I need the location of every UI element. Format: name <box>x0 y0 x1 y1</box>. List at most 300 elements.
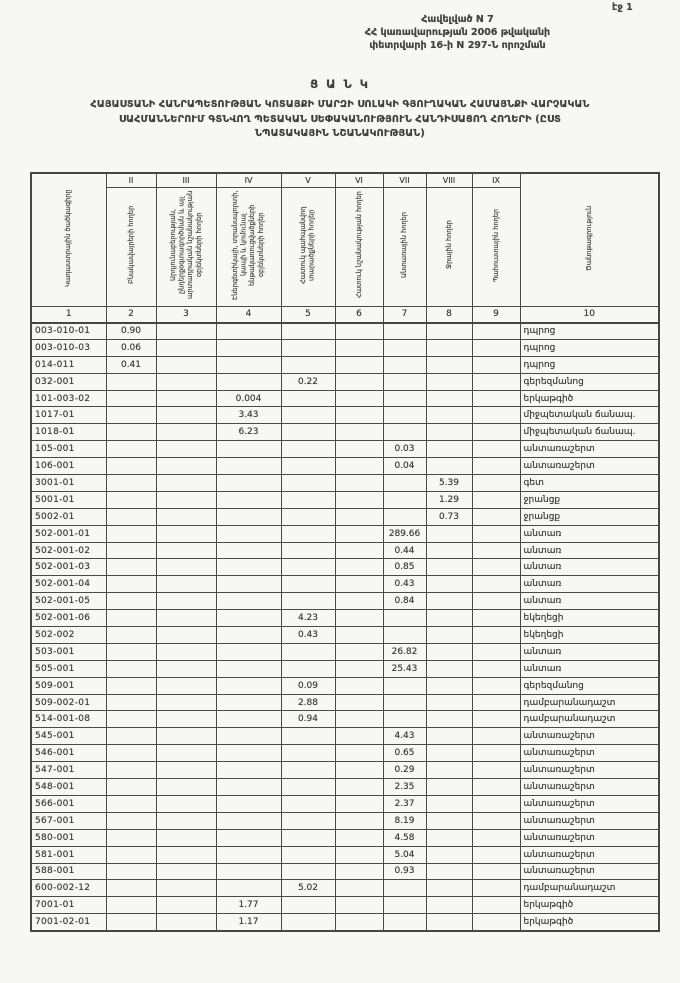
area-value-cell-c5 <box>281 475 335 492</box>
area-value-cell-c5: 0.22 <box>281 373 335 390</box>
area-value-cell-c3 <box>156 627 216 644</box>
area-value-cell-c6 <box>335 441 383 458</box>
table-row <box>31 779 659 796</box>
area-value-cell-c5 <box>281 897 335 914</box>
area-value-cell-c2 <box>106 728 156 745</box>
area-value-cell-c9 <box>472 576 520 593</box>
area-value-cell-c3 <box>156 812 216 829</box>
area-value-cell-c7 <box>383 373 426 390</box>
area-value-cell-c6 <box>335 795 383 812</box>
area-value-cell-c5 <box>281 525 335 542</box>
area-value-cell-c3 <box>156 779 216 796</box>
note-cell: միջպետական ճանապ. <box>520 407 659 424</box>
cadastral-code-cell: 502-001-05 <box>31 593 106 610</box>
area-value-cell-c7 <box>383 323 426 340</box>
area-value-cell-c8 <box>426 897 472 914</box>
area-value-cell-c3 <box>156 475 216 492</box>
column-title-text: Էներգետիկայի, տրանսպորտի, կապի և կոմունալ ենթակառուցվածքների օբյեկտների հողեր <box>231 190 266 300</box>
table-row <box>31 407 659 424</box>
area-value-cell-c6 <box>335 458 383 475</box>
area-value-cell-c8 <box>426 559 472 576</box>
area-value-cell-c4 <box>216 795 281 812</box>
area-value-cell-c3 <box>156 897 216 914</box>
area-value-cell-c2 <box>106 610 156 627</box>
document-subtitle <box>14 98 666 142</box>
area-value-cell-c9 <box>472 339 520 356</box>
area-value-cell-c3 <box>156 407 216 424</box>
area-value-cell-c7: 0.04 <box>383 458 426 475</box>
note-cell: դպրոց <box>520 356 659 373</box>
cadastral-code-cell: 1017-01 <box>31 407 106 424</box>
area-value-cell-c5: 5.02 <box>281 880 335 897</box>
cadastral-code-cell: 502-001-03 <box>31 559 106 576</box>
area-value-cell-c3 <box>156 373 216 390</box>
area-value-cell-c4 <box>216 660 281 677</box>
table-row <box>31 339 659 356</box>
area-value-cell-c3 <box>156 576 216 593</box>
area-value-cell-c7: 4.58 <box>383 829 426 846</box>
subtitle-line-3: ՆՊԱՏԱԿԱՅԻՆ ՆՇԱՆԱԿՈՒԹՅԱՆ) <box>255 128 425 139</box>
area-value-cell-c3 <box>156 863 216 880</box>
area-value-cell-c2 <box>106 593 156 610</box>
column-title-text: Պահուստային հողեր <box>491 208 500 282</box>
area-value-cell-c2 <box>106 475 156 492</box>
area-value-cell-c9 <box>472 508 520 525</box>
note-cell: երկաթգիծ <box>520 914 659 931</box>
area-value-cell-c5: 4.23 <box>281 610 335 627</box>
area-value-cell-c8 <box>426 458 472 475</box>
area-value-cell-c2 <box>106 542 156 559</box>
area-value-cell-c4 <box>216 863 281 880</box>
table-row <box>31 458 659 475</box>
area-value-cell-c3 <box>156 880 216 897</box>
area-value-cell-c7 <box>383 897 426 914</box>
area-value-cell-c7 <box>383 339 426 356</box>
area-value-cell-c7: 4.43 <box>383 728 426 745</box>
area-value-cell-c6 <box>335 694 383 711</box>
area-value-cell-c4 <box>216 356 281 373</box>
note-cell: ջրանցք <box>520 491 659 508</box>
column-title-c2 <box>106 187 156 307</box>
document-title: Ց Ա Ն Կ <box>310 77 370 91</box>
area-value-cell-c4 <box>216 677 281 694</box>
table-row <box>31 491 659 508</box>
column-title-text: Ջրային հողեր <box>444 220 453 270</box>
area-value-cell-c4 <box>216 593 281 610</box>
area-value-cell-c8: 1.29 <box>426 491 472 508</box>
column-number-c6: 6 <box>335 307 383 323</box>
area-value-cell-c5 <box>281 407 335 424</box>
area-value-cell-c2 <box>106 441 156 458</box>
column-roman-c6: VI <box>335 173 383 187</box>
column-number-c7: 7 <box>383 307 426 323</box>
area-value-cell-c3 <box>156 458 216 475</box>
note-cell: անտառ <box>520 559 659 576</box>
area-value-cell-c2 <box>106 424 156 441</box>
header-number-row <box>31 307 659 323</box>
area-value-cell-c7 <box>383 491 426 508</box>
cadastral-code-cell: 101-003-02 <box>31 390 106 407</box>
area-value-cell-c5 <box>281 779 335 796</box>
area-value-cell-c7: 26.82 <box>383 643 426 660</box>
cadastral-code-cell: 581-001 <box>31 846 106 863</box>
area-value-cell-c4 <box>216 610 281 627</box>
area-value-cell-c8: 0.73 <box>426 508 472 525</box>
area-value-cell-c3 <box>156 728 216 745</box>
cadastral-code-cell: 514-001-08 <box>31 711 106 728</box>
area-value-cell-c2 <box>106 576 156 593</box>
area-value-cell-c7: 2.35 <box>383 779 426 796</box>
cadastral-code-cell: 003-010-01 <box>31 323 106 340</box>
area-value-cell-c2 <box>106 694 156 711</box>
area-value-cell-c6 <box>335 491 383 508</box>
area-value-cell-c8 <box>426 610 472 627</box>
area-value-cell-c6 <box>335 576 383 593</box>
cadastral-code-cell: 106-001 <box>31 458 106 475</box>
area-value-cell-c4 <box>216 576 281 593</box>
column-roman-c9: IX <box>472 173 520 187</box>
table-row <box>31 508 659 525</box>
cadastral-code-cell: 502-001-06 <box>31 610 106 627</box>
note-cell: դամբարանադաշտ <box>520 880 659 897</box>
area-value-cell-c9 <box>472 694 520 711</box>
header-roman-row <box>31 173 659 187</box>
area-value-cell-c8 <box>426 880 472 897</box>
note-cell: դպրոց <box>520 339 659 356</box>
area-value-cell-c7: 0.03 <box>383 441 426 458</box>
table-row <box>31 728 659 745</box>
area-value-cell-c6 <box>335 779 383 796</box>
cadastral-code-cell: 548-001 <box>31 779 106 796</box>
area-value-cell-c9 <box>472 914 520 931</box>
area-value-cell-c5 <box>281 728 335 745</box>
area-value-cell-c6 <box>335 323 383 340</box>
note-cell: եկեղեցի <box>520 610 659 627</box>
cadastral-code-cell: 105-001 <box>31 441 106 458</box>
area-value-cell-c3 <box>156 508 216 525</box>
table-row <box>31 914 659 931</box>
note-cell: դպրոց <box>520 323 659 340</box>
area-value-cell-c2: 0.06 <box>106 339 156 356</box>
area-value-cell-c2 <box>106 407 156 424</box>
area-value-cell-c6 <box>335 897 383 914</box>
area-value-cell-c6 <box>335 593 383 610</box>
area-value-cell-c7: 0.85 <box>383 559 426 576</box>
cadastral-code-cell: 545-001 <box>31 728 106 745</box>
area-value-cell-c4 <box>216 441 281 458</box>
area-value-cell-c4 <box>216 846 281 863</box>
area-value-cell-c3 <box>156 677 216 694</box>
cadastral-code-cell: 600-002-12 <box>31 880 106 897</box>
area-value-cell-c5 <box>281 846 335 863</box>
area-value-cell-c4 <box>216 762 281 779</box>
column-roman-c3: III <box>156 173 216 187</box>
table-row <box>31 390 659 407</box>
area-value-cell-c5 <box>281 829 335 846</box>
table-row <box>31 323 659 340</box>
column-number-c10: 10 <box>520 307 659 323</box>
area-value-cell-c8 <box>426 795 472 812</box>
area-value-cell-c5: 2.88 <box>281 694 335 711</box>
note-cell: անտառաշերտ <box>520 779 659 796</box>
note-cell: անտառաշերտ <box>520 795 659 812</box>
area-value-cell-c7 <box>383 694 426 711</box>
area-value-cell-c3 <box>156 762 216 779</box>
area-value-cell-c8 <box>426 542 472 559</box>
note-cell: անտառաշերտ <box>520 846 659 863</box>
note-cell: երկաթգիծ <box>520 390 659 407</box>
area-value-cell-c9 <box>472 745 520 762</box>
table-row <box>31 542 659 559</box>
note-cell: անտառաշերտ <box>520 812 659 829</box>
note-cell: անտառ <box>520 660 659 677</box>
column-title-text: Արդյունաբերության, ընդերքօգտագործման և այլ արտադրական նշանակության օբյեկտների հողեր <box>168 190 203 299</box>
note-cell: եկեղեցի <box>520 627 659 644</box>
area-value-cell-c6 <box>335 475 383 492</box>
cadastral-code-cell: 588-001 <box>31 863 106 880</box>
area-value-cell-c8 <box>426 660 472 677</box>
area-value-cell-c4 <box>216 339 281 356</box>
area-value-cell-c6 <box>335 846 383 863</box>
area-value-cell-c7: 8.19 <box>383 812 426 829</box>
table-row <box>31 677 659 694</box>
column-number-c4: 4 <box>216 307 281 323</box>
area-value-cell-c8 <box>426 525 472 542</box>
area-value-cell-c7 <box>383 677 426 694</box>
area-value-cell-c3 <box>156 491 216 508</box>
area-value-cell-c8 <box>426 677 472 694</box>
area-value-cell-c6 <box>335 745 383 762</box>
column-title-c7 <box>383 187 426 307</box>
area-value-cell-c2 <box>106 829 156 846</box>
area-value-cell-c9 <box>472 407 520 424</box>
table-row <box>31 829 659 846</box>
area-value-cell-c6 <box>335 677 383 694</box>
area-value-cell-c9 <box>472 593 520 610</box>
column-title-text: Հատուկ նշանակության հողեր <box>354 191 363 299</box>
subtitle-line-1: ՀԱՅԱՍՏԱՆԻ ՀԱՆՐԱՊԵՏՈՒԹՅԱՆ ԿՈՏԱՅՔԻ ՄԱՐԶԻ ՍՈԼԱԿԻ ԳՅՈՒՂԱԿԱՆ ՀԱՄԱՅՆՔԻ ՎԱՐՉԱԿԱՆ <box>90 99 590 110</box>
column-title-c4 <box>216 187 281 307</box>
cadastral-code-cell: 546-001 <box>31 745 106 762</box>
note-cell: գերեզմանոց <box>520 677 659 694</box>
cadastral-code-cell: 003-010-03 <box>31 339 106 356</box>
area-value-cell-c9 <box>472 559 520 576</box>
column-title-c8 <box>426 187 472 307</box>
cadastral-code-cell: 5001-01 <box>31 491 106 508</box>
area-value-cell-c4 <box>216 508 281 525</box>
area-value-cell-c6 <box>335 728 383 745</box>
column-title-c1 <box>31 173 106 307</box>
area-value-cell-c2 <box>106 458 156 475</box>
area-value-cell-c4: 1.77 <box>216 897 281 914</box>
area-value-cell-c4: 6.23 <box>216 424 281 441</box>
area-value-cell-c6 <box>335 762 383 779</box>
column-roman-c8: VIII <box>426 173 472 187</box>
area-value-cell-c7 <box>383 627 426 644</box>
column-number-c1: 1 <box>31 307 106 323</box>
cadastral-code-cell: 547-001 <box>31 762 106 779</box>
area-value-cell-c4 <box>216 458 281 475</box>
area-value-cell-c3 <box>156 914 216 931</box>
area-value-cell-c2 <box>106 897 156 914</box>
note-cell: երկաթգիծ <box>520 897 659 914</box>
cadastral-code-cell: 503-001 <box>31 643 106 660</box>
annex-line-3: փետրվարի 16-ի N 297-Ն որոշման <box>369 40 546 51</box>
table-row <box>31 576 659 593</box>
area-value-cell-c3 <box>156 542 216 559</box>
area-value-cell-c8 <box>426 694 472 711</box>
area-value-cell-c3 <box>156 745 216 762</box>
area-value-cell-c7: 0.43 <box>383 576 426 593</box>
area-value-cell-c3 <box>156 660 216 677</box>
area-value-cell-c8 <box>426 593 472 610</box>
area-value-cell-c5 <box>281 762 335 779</box>
area-value-cell-c6 <box>335 880 383 897</box>
area-value-cell-c5 <box>281 458 335 475</box>
area-value-cell-c3 <box>156 323 216 340</box>
area-value-cell-c6 <box>335 390 383 407</box>
area-value-cell-c4 <box>216 745 281 762</box>
area-value-cell-c2 <box>106 373 156 390</box>
area-value-cell-c9 <box>472 390 520 407</box>
area-value-cell-c3 <box>156 694 216 711</box>
column-title-text: Կադաստրային ծածկագիրը <box>64 189 73 287</box>
note-cell: անտառ <box>520 593 659 610</box>
table-row <box>31 356 659 373</box>
column-title-c3 <box>156 187 216 307</box>
area-value-cell-c9 <box>472 846 520 863</box>
table-row <box>31 745 659 762</box>
area-value-cell-c2 <box>106 779 156 796</box>
area-value-cell-c4: 3.43 <box>216 407 281 424</box>
area-value-cell-c4 <box>216 728 281 745</box>
area-value-cell-c5 <box>281 491 335 508</box>
area-value-cell-c8 <box>426 339 472 356</box>
area-value-cell-c4 <box>216 829 281 846</box>
cadastral-code-cell: 1018-01 <box>31 424 106 441</box>
cadastral-code-cell: 580-001 <box>31 829 106 846</box>
area-value-cell-c6 <box>335 508 383 525</box>
area-value-cell-c2 <box>106 812 156 829</box>
area-value-cell-c2 <box>106 677 156 694</box>
area-value-cell-c7: 0.84 <box>383 593 426 610</box>
table-row <box>31 424 659 441</box>
table-row <box>31 711 659 728</box>
area-value-cell-c3 <box>156 441 216 458</box>
area-value-cell-c8 <box>426 576 472 593</box>
note-cell: անտառաշերտ <box>520 441 659 458</box>
area-value-cell-c3 <box>156 711 216 728</box>
area-value-cell-c8 <box>426 390 472 407</box>
area-value-cell-c2 <box>106 525 156 542</box>
area-value-cell-c6 <box>335 863 383 880</box>
note-cell: անտառաշերտ <box>520 728 659 745</box>
area-value-cell-c4 <box>216 711 281 728</box>
column-number-c3: 3 <box>156 307 216 323</box>
cadastral-code-cell: 502-002 <box>31 627 106 644</box>
area-value-cell-c5 <box>281 508 335 525</box>
area-value-cell-c9 <box>472 779 520 796</box>
area-value-cell-c8 <box>426 643 472 660</box>
area-value-cell-c2: 0.41 <box>106 356 156 373</box>
area-value-cell-c7 <box>383 508 426 525</box>
area-value-cell-c5 <box>281 323 335 340</box>
area-value-cell-c9 <box>472 660 520 677</box>
cadastral-code-cell: 509-002-01 <box>31 694 106 711</box>
area-value-cell-c5: 0.09 <box>281 677 335 694</box>
area-value-cell-c6 <box>335 542 383 559</box>
table-row <box>31 475 659 492</box>
area-value-cell-c8 <box>426 812 472 829</box>
area-value-cell-c9 <box>472 458 520 475</box>
area-value-cell-c8 <box>426 356 472 373</box>
area-value-cell-c8 <box>426 373 472 390</box>
area-value-cell-c9 <box>472 373 520 390</box>
annex-reference-block <box>335 13 580 52</box>
note-cell: անտառաշերտ <box>520 863 659 880</box>
column-title-c9 <box>472 187 520 307</box>
table-row <box>31 525 659 542</box>
note-cell: անտառ <box>520 525 659 542</box>
cadastral-code-cell: 502-001-01 <box>31 525 106 542</box>
area-value-cell-c8 <box>426 711 472 728</box>
area-value-cell-c7 <box>383 610 426 627</box>
table-body <box>31 323 659 931</box>
area-value-cell-c3 <box>156 829 216 846</box>
area-value-cell-c3 <box>156 525 216 542</box>
area-value-cell-c9 <box>472 491 520 508</box>
page-number: էջ 1 <box>612 2 633 13</box>
area-value-cell-c8 <box>426 762 472 779</box>
cadastral-code-cell: 3001-01 <box>31 475 106 492</box>
area-value-cell-c7: 0.93 <box>383 863 426 880</box>
area-value-cell-c9 <box>472 829 520 846</box>
note-cell: գերեզմանոց <box>520 373 659 390</box>
table-row <box>31 593 659 610</box>
cadastral-code-cell: 7001-01 <box>31 897 106 914</box>
area-value-cell-c7: 0.29 <box>383 762 426 779</box>
area-value-cell-c2 <box>106 846 156 863</box>
area-value-cell-c4 <box>216 475 281 492</box>
note-cell: անտառաշերտ <box>520 458 659 475</box>
area-value-cell-c9 <box>472 542 520 559</box>
area-value-cell-c9 <box>472 475 520 492</box>
area-value-cell-c5 <box>281 593 335 610</box>
table-row <box>31 897 659 914</box>
subtitle-line-2: ՍԱՀՄԱՆՆԵՐՈՒՄ ԳՏՆՎՈՂ ՊԵՏԱԿԱՆ ՍԵՓԱԿԱՆՈՒԹՅՈՒՆ ՀԱՆԴԻՍԱՑՈՂ ՀՈՂԵՐԻ (ԸՍՏ <box>118 113 562 125</box>
area-value-cell-c8 <box>426 863 472 880</box>
area-value-cell-c5 <box>281 542 335 559</box>
area-value-cell-c9 <box>472 627 520 644</box>
note-cell: անտառ <box>520 576 659 593</box>
area-value-cell-c8: 5.39 <box>426 475 472 492</box>
area-value-cell-c7 <box>383 914 426 931</box>
area-value-cell-c2: 0.90 <box>106 323 156 340</box>
area-value-cell-c9 <box>472 863 520 880</box>
area-value-cell-c8 <box>426 829 472 846</box>
area-value-cell-c2 <box>106 762 156 779</box>
area-value-cell-c5: 0.94 <box>281 711 335 728</box>
area-value-cell-c5 <box>281 643 335 660</box>
note-cell: անտառ <box>520 542 659 559</box>
area-value-cell-c4 <box>216 323 281 340</box>
column-roman-c4: IV <box>216 173 281 187</box>
note-cell: դամբարանադաշտ <box>520 694 659 711</box>
cadastral-code-cell: 567-001 <box>31 812 106 829</box>
column-title-c6 <box>335 187 383 307</box>
area-value-cell-c3 <box>156 339 216 356</box>
area-value-cell-c6 <box>335 356 383 373</box>
